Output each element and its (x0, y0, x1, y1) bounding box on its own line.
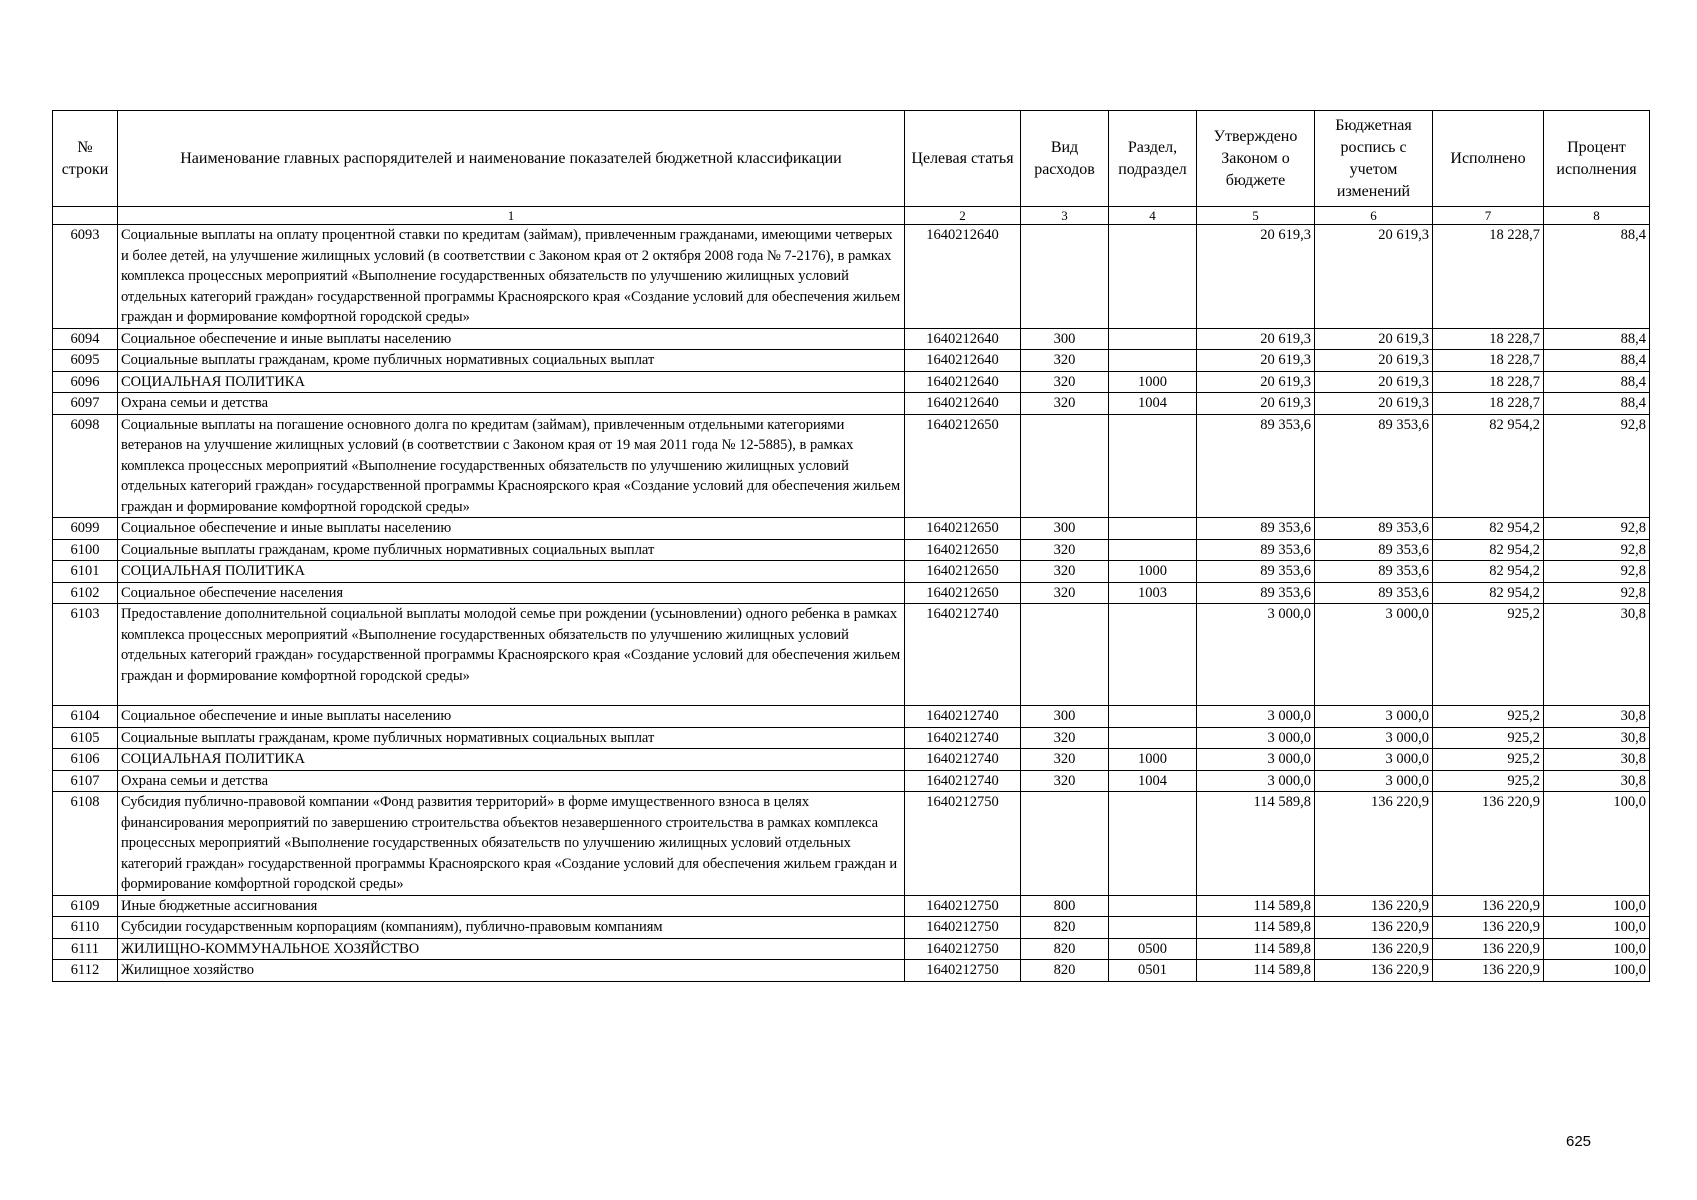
row-expense-type-cell: 800 (1021, 895, 1109, 917)
row-budget-cell: 20 619,3 (1315, 393, 1433, 415)
row-approved-cell: 3 000,0 (1197, 706, 1315, 728)
row-name-cell: Социальное обеспечение и иные выплаты населению (118, 518, 905, 540)
table-row (53, 917, 1650, 939)
budget-table (52, 110, 1650, 982)
row-executed-cell: 82 954,2 (1433, 518, 1544, 540)
row-approved-cell: 114 589,8 (1197, 960, 1315, 982)
row-name-cell: Социальное обеспечение и иные выплаты населению (118, 328, 905, 350)
row-executed-cell: 18 228,7 (1433, 371, 1544, 393)
row-number-cell: 6098 (53, 414, 118, 518)
row-budget-cell: 136 220,9 (1315, 895, 1433, 917)
row-name-cell: СОЦИАЛЬНАЯ ПОЛИТИКА (118, 371, 905, 393)
row-number-cell: 6094 (53, 328, 118, 350)
header-approved: Утверждено Законом о бюджете (1197, 111, 1315, 207)
row-section-cell (1109, 727, 1197, 749)
row-name-cell: Социальные выплаты на погашение основного долга по кредитам (займам), привлеченным отдельными категориями ветеранов на улучшение жилищных условий (в соответствии с Законом края от 19 мая 2011 года № 12-5885), в рамках комплекса процессных мероприятий «Выполнение государственных обязательств по улучшению жилищных условий отдельных категорий граждан» государственной программы Красноярского края «Создание условий для обеспечения жильем граждан и формирование комфортной городской среды» (118, 414, 905, 518)
row-article-cell: 1640212750 (905, 792, 1021, 896)
row-executed-cell: 136 220,9 (1433, 960, 1544, 982)
row-budget-cell: 20 619,3 (1315, 350, 1433, 372)
row-expense-type-cell (1021, 604, 1109, 706)
row-budget-cell: 136 220,9 (1315, 792, 1433, 896)
row-expense-type-cell (1021, 225, 1109, 329)
row-budget-cell: 20 619,3 (1315, 225, 1433, 329)
row-expense-type-cell (1021, 414, 1109, 518)
row-approved-cell: 20 619,3 (1197, 350, 1315, 372)
row-number-cell: 6102 (53, 582, 118, 604)
row-expense-type-cell: 300 (1021, 518, 1109, 540)
row-section-cell: 1000 (1109, 371, 1197, 393)
row-executed-cell: 18 228,7 (1433, 350, 1544, 372)
row-name-cell: Предоставление дополнительной социальной выплаты молодой семье при рождении (усыновлении) одного ребенка в рамках комплекса процессных мероприятий «Выполнение государственных обязательств по улучшению жилищных условий отдельных категорий граждан» государственной программы Красноярского края «Создание условий для обеспечения жильем граждан и формирование комфортной городской среды» (118, 604, 905, 706)
row-approved-cell: 89 353,6 (1197, 582, 1315, 604)
row-number-cell: 6099 (53, 518, 118, 540)
row-executed-cell: 82 954,2 (1433, 539, 1544, 561)
row-budget-cell: 20 619,3 (1315, 328, 1433, 350)
row-article-cell: 1640212650 (905, 518, 1021, 540)
row-name-cell: ЖИЛИЩНО-КОММУНАЛЬНОЕ ХОЗЯЙСТВО (118, 938, 905, 960)
row-number-cell: 6101 (53, 561, 118, 583)
row-percent-cell: 100,0 (1544, 960, 1650, 982)
row-budget-cell: 136 220,9 (1315, 960, 1433, 982)
row-expense-type-cell: 300 (1021, 706, 1109, 728)
row-executed-cell: 18 228,7 (1433, 225, 1544, 329)
column-number: 7 (1433, 207, 1544, 225)
row-section-cell (1109, 350, 1197, 372)
row-article-cell: 1640212640 (905, 225, 1021, 329)
row-percent-cell: 88,4 (1544, 350, 1650, 372)
row-section-cell (1109, 895, 1197, 917)
column-number: 1 (118, 207, 905, 225)
row-approved-cell: 114 589,8 (1197, 917, 1315, 939)
row-expense-type-cell: 820 (1021, 960, 1109, 982)
row-section-cell: 1004 (1109, 393, 1197, 415)
row-number-cell: 6112 (53, 960, 118, 982)
table-row (53, 604, 1650, 706)
row-approved-cell: 3 000,0 (1197, 770, 1315, 792)
row-percent-cell: 30,8 (1544, 706, 1650, 728)
row-executed-cell: 925,2 (1433, 706, 1544, 728)
column-number: 2 (905, 207, 1021, 225)
row-executed-cell: 18 228,7 (1433, 393, 1544, 415)
row-percent-cell: 92,8 (1544, 582, 1650, 604)
table-row (53, 727, 1650, 749)
row-executed-cell: 136 220,9 (1433, 895, 1544, 917)
row-percent-cell: 88,4 (1544, 225, 1650, 329)
row-article-cell: 1640212650 (905, 539, 1021, 561)
row-budget-cell: 3 000,0 (1315, 749, 1433, 771)
column-numbers-row (53, 207, 1650, 225)
row-percent-cell: 88,4 (1544, 328, 1650, 350)
row-name-cell: Социальные выплаты гражданам, кроме публичных нормативных социальных выплат (118, 727, 905, 749)
row-expense-type-cell: 320 (1021, 539, 1109, 561)
column-number (53, 207, 118, 225)
row-approved-cell: 3 000,0 (1197, 604, 1315, 706)
row-number-cell: 6111 (53, 938, 118, 960)
table-row (53, 749, 1650, 771)
table-row (53, 706, 1650, 728)
row-approved-cell: 89 353,6 (1197, 561, 1315, 583)
row-expense-type-cell: 320 (1021, 371, 1109, 393)
row-article-cell: 1640212750 (905, 938, 1021, 960)
row-executed-cell: 82 954,2 (1433, 582, 1544, 604)
row-name-cell: Охрана семьи и детства (118, 770, 905, 792)
row-section-cell: 0500 (1109, 938, 1197, 960)
row-number-cell: 6097 (53, 393, 118, 415)
row-percent-cell: 92,8 (1544, 561, 1650, 583)
row-budget-cell: 89 353,6 (1315, 561, 1433, 583)
row-executed-cell: 925,2 (1433, 749, 1544, 771)
row-name-cell: Социальное обеспечение и иные выплаты населению (118, 706, 905, 728)
row-executed-cell: 18 228,7 (1433, 328, 1544, 350)
table-row (53, 414, 1650, 518)
row-expense-type-cell: 320 (1021, 393, 1109, 415)
row-budget-cell: 136 220,9 (1315, 938, 1433, 960)
row-executed-cell: 136 220,9 (1433, 917, 1544, 939)
row-number-cell: 6110 (53, 917, 118, 939)
row-approved-cell: 20 619,3 (1197, 225, 1315, 329)
row-percent-cell: 92,8 (1544, 518, 1650, 540)
row-approved-cell: 20 619,3 (1197, 371, 1315, 393)
page-number: 625 (1566, 1133, 1592, 1150)
row-section-cell (1109, 518, 1197, 540)
row-number-cell: 6096 (53, 371, 118, 393)
row-section-cell: 1003 (1109, 582, 1197, 604)
row-number-cell: 6103 (53, 604, 118, 706)
row-percent-cell: 100,0 (1544, 895, 1650, 917)
row-name-cell: Жилищное хозяйство (118, 960, 905, 982)
row-section-cell: 1004 (1109, 770, 1197, 792)
row-budget-cell: 3 000,0 (1315, 706, 1433, 728)
row-percent-cell: 100,0 (1544, 917, 1650, 939)
row-number-cell: 6100 (53, 539, 118, 561)
row-expense-type-cell: 320 (1021, 561, 1109, 583)
row-approved-cell: 89 353,6 (1197, 518, 1315, 540)
table-row (53, 582, 1650, 604)
row-number-cell: 6104 (53, 706, 118, 728)
row-approved-cell: 114 589,8 (1197, 792, 1315, 896)
row-percent-cell: 100,0 (1544, 938, 1650, 960)
row-section-cell (1109, 792, 1197, 896)
table-row (53, 770, 1650, 792)
row-expense-type-cell: 320 (1021, 582, 1109, 604)
row-approved-cell: 3 000,0 (1197, 727, 1315, 749)
row-number-cell: 6107 (53, 770, 118, 792)
row-name-cell: Социальные выплаты гражданам, кроме публичных нормативных социальных выплат (118, 539, 905, 561)
row-percent-cell: 88,4 (1544, 393, 1650, 415)
row-number-cell: 6105 (53, 727, 118, 749)
row-percent-cell: 30,8 (1544, 749, 1650, 771)
row-expense-type-cell: 820 (1021, 938, 1109, 960)
row-budget-cell: 20 619,3 (1315, 371, 1433, 393)
row-budget-cell: 89 353,6 (1315, 582, 1433, 604)
row-article-cell: 1640212640 (905, 371, 1021, 393)
row-article-cell: 1640212740 (905, 727, 1021, 749)
row-budget-cell: 3 000,0 (1315, 770, 1433, 792)
table-row (53, 371, 1650, 393)
header-percent: Процент исполнения (1544, 111, 1650, 207)
row-budget-cell: 3 000,0 (1315, 604, 1433, 706)
row-number-cell: 6108 (53, 792, 118, 896)
row-budget-cell: 136 220,9 (1315, 917, 1433, 939)
row-percent-cell: 30,8 (1544, 727, 1650, 749)
row-article-cell: 1640212740 (905, 749, 1021, 771)
row-name-cell: Социальные выплаты гражданам, кроме публичных нормативных социальных выплат (118, 350, 905, 372)
row-approved-cell: 114 589,8 (1197, 938, 1315, 960)
header-section: Раздел, подраздел (1109, 111, 1197, 207)
row-article-cell: 1640212640 (905, 328, 1021, 350)
row-number-cell: 6095 (53, 350, 118, 372)
row-article-cell: 1640212650 (905, 561, 1021, 583)
column-number: 6 (1315, 207, 1433, 225)
header-budget-list: Бюджетная роспись с учетом изменений (1315, 111, 1433, 207)
row-section-cell (1109, 225, 1197, 329)
row-section-cell (1109, 706, 1197, 728)
row-section-cell (1109, 328, 1197, 350)
table-row (53, 561, 1650, 583)
header-row-num: № строки (53, 111, 118, 207)
row-percent-cell: 88,4 (1544, 371, 1650, 393)
column-number: 8 (1544, 207, 1650, 225)
row-section-cell: 1000 (1109, 749, 1197, 771)
table-header (53, 111, 1650, 225)
row-budget-cell: 3 000,0 (1315, 727, 1433, 749)
row-expense-type-cell: 300 (1021, 328, 1109, 350)
row-article-cell: 1640212740 (905, 770, 1021, 792)
row-number-cell: 6093 (53, 225, 118, 329)
row-article-cell: 1640212740 (905, 604, 1021, 706)
row-expense-type-cell: 320 (1021, 350, 1109, 372)
table-row (53, 393, 1650, 415)
row-expense-type-cell: 820 (1021, 917, 1109, 939)
row-approved-cell: 89 353,6 (1197, 414, 1315, 518)
row-approved-cell: 114 589,8 (1197, 895, 1315, 917)
row-section-cell (1109, 414, 1197, 518)
row-percent-cell: 92,8 (1544, 414, 1650, 518)
row-approved-cell: 20 619,3 (1197, 393, 1315, 415)
row-percent-cell: 100,0 (1544, 792, 1650, 896)
row-section-cell: 0501 (1109, 960, 1197, 982)
row-name-cell: Социальные выплаты на оплату процентной ставки по кредитам (займам), привлеченным гражданами, имеющими четверых и более детей, на улучшение жилищных условий (в соответствии с Законом края от 2 октября 2008 года № 7-2176), в рамках комплекса процессных мероприятий «Выполнение государственных обязательств по улучшению жилищных условий отдельных категорий граждан» государственной программы Красноярского края «Создание условий для обеспечения жильем граждан и формирование комфортной городской среды» (118, 225, 905, 329)
row-executed-cell: 82 954,2 (1433, 414, 1544, 518)
row-article-cell: 1640212650 (905, 582, 1021, 604)
row-section-cell (1109, 604, 1197, 706)
row-article-cell: 1640212750 (905, 895, 1021, 917)
row-name-cell: Иные бюджетные ассигнования (118, 895, 905, 917)
row-expense-type-cell: 320 (1021, 727, 1109, 749)
row-section-cell (1109, 539, 1197, 561)
row-number-cell: 6106 (53, 749, 118, 771)
table-row (53, 960, 1650, 982)
row-executed-cell: 925,2 (1433, 727, 1544, 749)
row-budget-cell: 89 353,6 (1315, 539, 1433, 561)
row-number-cell: 6109 (53, 895, 118, 917)
column-number: 4 (1109, 207, 1197, 225)
row-article-cell: 1640212640 (905, 350, 1021, 372)
table-row (53, 539, 1650, 561)
column-number: 3 (1021, 207, 1109, 225)
row-article-cell: 1640212640 (905, 393, 1021, 415)
row-name-cell: Субсидия публично-правовой компании «Фонд развития территорий» в форме имущественного взноса в целях финансирования мероприятий по завершению строительства объектов незавершенного строительства в рамках комплекса процессных мероприятий «Выполнение государственных обязательств по улучшению жилищных условий отдельных категорий граждан» государственной программы Красноярского края «Создание условий для обеспечения жильем граждан и формирование комфортной городской среды» (118, 792, 905, 896)
row-executed-cell: 925,2 (1433, 770, 1544, 792)
row-executed-cell: 925,2 (1433, 604, 1544, 706)
table-row (53, 328, 1650, 350)
row-name-cell: СОЦИАЛЬНАЯ ПОЛИТИКА (118, 561, 905, 583)
row-approved-cell: 89 353,6 (1197, 539, 1315, 561)
row-percent-cell: 30,8 (1544, 770, 1650, 792)
header-expense-type: Вид расходов (1021, 111, 1109, 207)
table-row (53, 350, 1650, 372)
row-budget-cell: 89 353,6 (1315, 518, 1433, 540)
row-approved-cell: 3 000,0 (1197, 749, 1315, 771)
row-expense-type-cell: 320 (1021, 770, 1109, 792)
row-name-cell: Субсидии государственным корпорациям (компаниям), публично-правовым компаниям (118, 917, 905, 939)
row-name-cell: СОЦИАЛЬНАЯ ПОЛИТИКА (118, 749, 905, 771)
table-body (53, 225, 1650, 982)
table-row (53, 518, 1650, 540)
row-executed-cell: 136 220,9 (1433, 938, 1544, 960)
table-row (53, 792, 1650, 896)
row-article-cell: 1640212750 (905, 917, 1021, 939)
table-row (53, 225, 1650, 329)
row-section-cell: 1000 (1109, 561, 1197, 583)
row-budget-cell: 89 353,6 (1315, 414, 1433, 518)
row-percent-cell: 92,8 (1544, 539, 1650, 561)
row-section-cell (1109, 917, 1197, 939)
row-executed-cell: 136 220,9 (1433, 792, 1544, 896)
row-article-cell: 1640212740 (905, 706, 1021, 728)
column-number: 5 (1197, 207, 1315, 225)
table-row (53, 938, 1650, 960)
row-article-cell: 1640212650 (905, 414, 1021, 518)
header-executed: Исполнено (1433, 111, 1544, 207)
row-name-cell: Охрана семьи и детства (118, 393, 905, 415)
table-row (53, 895, 1650, 917)
header-target-article: Целевая статья (905, 111, 1021, 207)
row-expense-type-cell: 320 (1021, 749, 1109, 771)
row-expense-type-cell (1021, 792, 1109, 896)
row-percent-cell: 30,8 (1544, 604, 1650, 706)
row-executed-cell: 82 954,2 (1433, 561, 1544, 583)
row-article-cell: 1640212750 (905, 960, 1021, 982)
row-name-cell: Социальное обеспечение населения (118, 582, 905, 604)
row-approved-cell: 20 619,3 (1197, 328, 1315, 350)
header-name: Наименование главных распорядителей и наименование показателей бюджетной классификации (118, 111, 905, 207)
